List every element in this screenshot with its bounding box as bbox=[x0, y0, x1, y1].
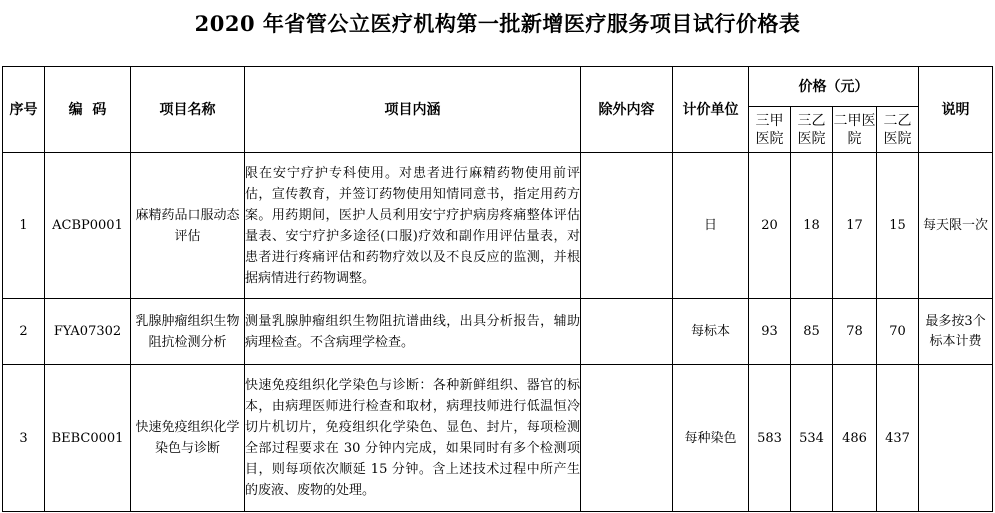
cell-content: 测量乳腺肿瘤组织生物阻抗谱曲线，出具分析报告，辅助病理检查。不含病理学检查。 bbox=[245, 299, 581, 365]
table-row bbox=[3, 299, 993, 365]
header-level-4: 二乙医院 bbox=[877, 107, 919, 153]
cell-price-l4: 437 bbox=[877, 365, 919, 512]
cell-note: 最多按3个标本计费 bbox=[919, 299, 993, 365]
cell-price-l4: 70 bbox=[877, 299, 919, 365]
cell-price-l2: 18 bbox=[791, 153, 833, 299]
cell-price-l2: 85 bbox=[791, 299, 833, 365]
header-code: 编 码 bbox=[45, 67, 131, 153]
header-level-2: 三乙医院 bbox=[791, 107, 833, 153]
cell-price-l3: 17 bbox=[833, 153, 877, 299]
header-level-1: 三甲医院 bbox=[749, 107, 791, 153]
cell-name: 麻精药品口服动态评估 bbox=[131, 153, 245, 299]
cell-seq: 1 bbox=[3, 153, 45, 299]
cell-content: 快速免疫组织化学染色与诊断：各种新鲜组织、器官的标本，由病理医师进行检查和取材，病理技师进行低温恒冷切片机切片，免疫组织化学染色、显色、封片，每项检测全部过程要求在 30 分钟内完成，如果同时有多个检测项目，则每项依次顺延 15 分钟。含上述技术过程中所产生的废液、废物的处理。 bbox=[245, 365, 581, 512]
cell-unit: 日 bbox=[673, 153, 749, 299]
cell-price-l1: 20 bbox=[749, 153, 791, 299]
cell-exclusion bbox=[581, 153, 673, 299]
cell-exclusion bbox=[581, 365, 673, 512]
cell-code: FYA07302 bbox=[45, 299, 131, 365]
header-name: 项目名称 bbox=[131, 67, 245, 153]
table-row bbox=[3, 365, 993, 512]
cell-exclusion bbox=[581, 299, 673, 365]
cell-content: 限在安宁疗护专科使用。对患者进行麻精药物使用前评估，宣传教育，并签订药物使用知情同意书，指定用药方案。用药期间，医护人员利用安宁疗护病房疼痛整体评估量表、安宁疗护多途径(口服)疗效和副作用评估量表，对患者进行疼痛评估和药物疗效以及不良反应的监测，并根据病情进行药物调整。 bbox=[245, 153, 581, 299]
header-unit: 计价单位 bbox=[673, 67, 749, 153]
header-price-group: 价格（元） bbox=[749, 67, 919, 107]
header-exclusion: 除外内容 bbox=[581, 67, 673, 153]
header-row bbox=[3, 67, 993, 107]
cell-unit: 每种染色 bbox=[673, 365, 749, 512]
header-note: 说明 bbox=[919, 67, 993, 153]
cell-price-l3: 486 bbox=[833, 365, 877, 512]
cell-price-l1: 93 bbox=[749, 299, 791, 365]
cell-price-l3: 78 bbox=[833, 299, 877, 365]
cell-note: 每天限一次 bbox=[919, 153, 993, 299]
cell-name: 乳腺肿瘤组织生物阻抗检测分析 bbox=[131, 299, 245, 365]
cell-code: BEBC0001 bbox=[45, 365, 131, 512]
cell-unit: 每标本 bbox=[673, 299, 749, 365]
cell-price-l2: 534 bbox=[791, 365, 833, 512]
cell-seq: 3 bbox=[3, 365, 45, 512]
cell-name: 快速免疫组织化学染色与诊断 bbox=[131, 365, 245, 512]
cell-code: ACBP0001 bbox=[45, 153, 131, 299]
cell-seq: 2 bbox=[3, 299, 45, 365]
cell-note bbox=[919, 365, 993, 512]
header-content: 项目内涵 bbox=[245, 67, 581, 153]
page-title: 2020 年省管公立医疗机构第一批新增医疗服务项目试行价格表 bbox=[194, 11, 801, 36]
header-level-3: 二甲医院 bbox=[833, 107, 877, 153]
cell-price-l4: 15 bbox=[877, 153, 919, 299]
table-row bbox=[3, 153, 993, 299]
header-seq: 序号 bbox=[3, 67, 45, 153]
cell-price-l1: 583 bbox=[749, 365, 791, 512]
price-table bbox=[2, 66, 993, 512]
